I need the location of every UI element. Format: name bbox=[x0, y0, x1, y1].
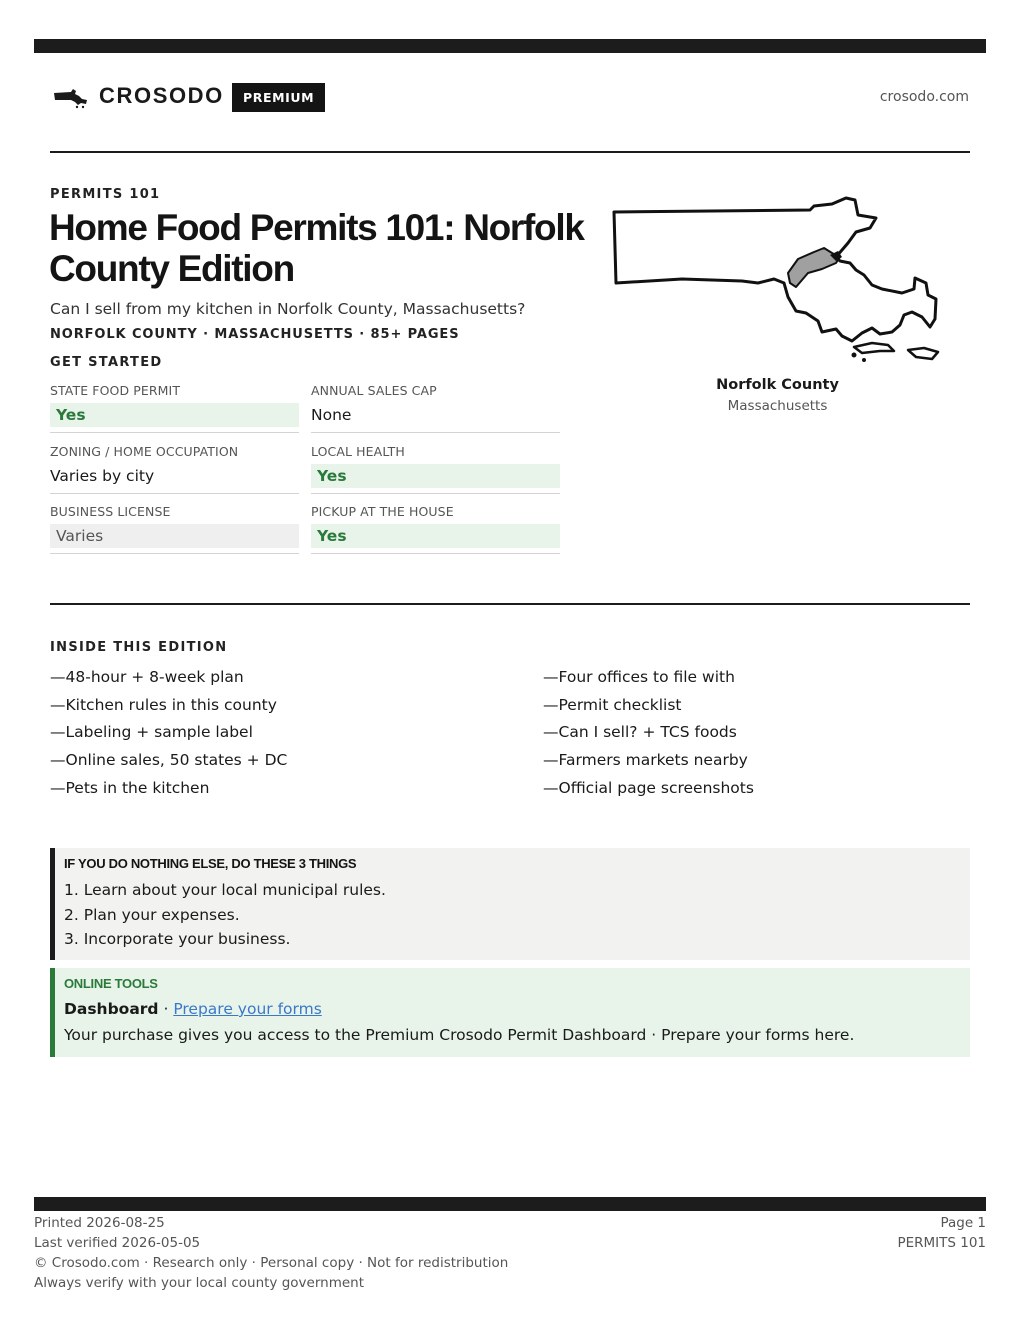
toc-right bbox=[543, 664, 754, 802]
toc-item: —48-hour + 8-week plan bbox=[50, 668, 244, 686]
toc-item: —Four offices to file with bbox=[543, 668, 735, 686]
site-url[interactable]: crosodo.com bbox=[879, 89, 969, 105]
callout-title: IF YOU DO NOTHING ELSE, DO THESE 3 THINGS bbox=[64, 856, 357, 871]
toc-item: —Online sales, 50 states + DC bbox=[50, 751, 288, 770]
separator: · bbox=[158, 1000, 174, 1018]
list-item: 2. Plan your expenses. bbox=[64, 905, 240, 924]
toc-item: —Pets in the kitchen bbox=[50, 778, 210, 797]
fact-local-health bbox=[311, 444, 560, 494]
fact-value: Yes bbox=[50, 403, 299, 427]
fact-business-license bbox=[50, 504, 299, 554]
dashboard-description: Your purchase gives you access to the Premium Crosodo Permit Dashboard · Prepare your forms here. bbox=[64, 1026, 855, 1044]
printed-date: Printed 2026-08-25 bbox=[34, 1215, 165, 1231]
edition-meta: NORFOLK COUNTY · MASSACHUSETTS · 85+ PAGES bbox=[50, 327, 460, 342]
massachusetts-logo-icon bbox=[53, 87, 89, 109]
online-tools-callout bbox=[50, 968, 970, 1057]
prepare-forms-link[interactable]: Prepare your forms bbox=[173, 1000, 322, 1018]
fact-label: LOCAL HEALTH bbox=[311, 444, 405, 459]
map-state-name: Massachusetts bbox=[727, 398, 828, 414]
bottom-bar bbox=[34, 1197, 986, 1211]
premium-badge: PREMIUM bbox=[232, 83, 325, 112]
header bbox=[50, 82, 970, 112]
fact-label: BUSINESS LICENSE bbox=[50, 504, 171, 519]
page-number: Page 1 bbox=[940, 1215, 986, 1231]
state-map bbox=[610, 195, 945, 365]
nantucket bbox=[908, 348, 938, 359]
fact-value: Yes bbox=[311, 464, 560, 488]
fact-value: Varies by city bbox=[50, 467, 155, 485]
header-divider bbox=[50, 151, 970, 153]
fact-label: STATE FOOD PERMIT bbox=[50, 383, 181, 398]
toc-item: —Permit checklist bbox=[543, 695, 682, 714]
brand-name: CROSODO bbox=[99, 83, 224, 108]
dashboard-line bbox=[64, 1000, 322, 1018]
fact-value: None bbox=[311, 406, 352, 424]
copyright-notice: © Crosodo.com · Research only · Personal copy · Not for redistribution bbox=[34, 1255, 509, 1271]
martha-vineyard bbox=[854, 343, 894, 353]
toc-item: —Labeling + sample label bbox=[50, 723, 253, 742]
fact-state-food-permit bbox=[50, 383, 299, 433]
section-eyebrow: PERMITS 101 bbox=[50, 187, 161, 202]
fact-value: Yes bbox=[311, 524, 560, 548]
dashboard-label: Dashboard bbox=[64, 1000, 159, 1018]
list-item: 1. Learn about your local municipal rules. bbox=[64, 881, 386, 899]
toc-left bbox=[50, 664, 287, 802]
page-subtitle: Can I sell from my kitchen in Norfolk County, Massachusetts? bbox=[50, 300, 526, 318]
toc-item: —Farmers markets nearby bbox=[543, 751, 748, 770]
get-started-heading: GET STARTED bbox=[50, 355, 163, 370]
fact-label: ZONING / HOME OCCUPATION bbox=[50, 444, 239, 459]
three-things-callout bbox=[50, 848, 970, 960]
toc-item: —Kitchen rules in this county bbox=[50, 695, 277, 714]
section-divider bbox=[50, 603, 970, 605]
toc-item: —Can I sell? + TCS foods bbox=[543, 723, 737, 742]
footer-right bbox=[897, 1213, 986, 1253]
fact-zoning bbox=[50, 444, 299, 494]
three-things-list bbox=[64, 878, 386, 952]
footer-left bbox=[34, 1213, 508, 1293]
fact-value: Varies bbox=[50, 524, 299, 548]
page-title: Home Food Permits 101: Norfolk County Edition bbox=[49, 207, 584, 289]
footer-section: PERMITS 101 bbox=[897, 1235, 986, 1251]
disclaimer: Always verify with your local county government bbox=[34, 1275, 364, 1291]
top-bar bbox=[34, 39, 986, 53]
massachusetts-outline bbox=[614, 198, 936, 341]
verified-date: Last verified 2026-05-05 bbox=[34, 1235, 201, 1251]
fact-annual-sales-cap bbox=[311, 383, 560, 433]
fact-pickup bbox=[311, 504, 560, 554]
fact-label: PICKUP AT THE HOUSE bbox=[311, 504, 454, 519]
toc-item: —Official page screenshots bbox=[543, 778, 754, 797]
inside-edition-heading: INSIDE THIS EDITION bbox=[50, 640, 228, 655]
list-item: 3. Incorporate your business. bbox=[64, 930, 291, 948]
map-county-name: Norfolk County bbox=[716, 377, 839, 393]
callout-title: ONLINE TOOLS bbox=[64, 976, 158, 991]
fact-label: ANNUAL SALES CAP bbox=[311, 383, 437, 398]
